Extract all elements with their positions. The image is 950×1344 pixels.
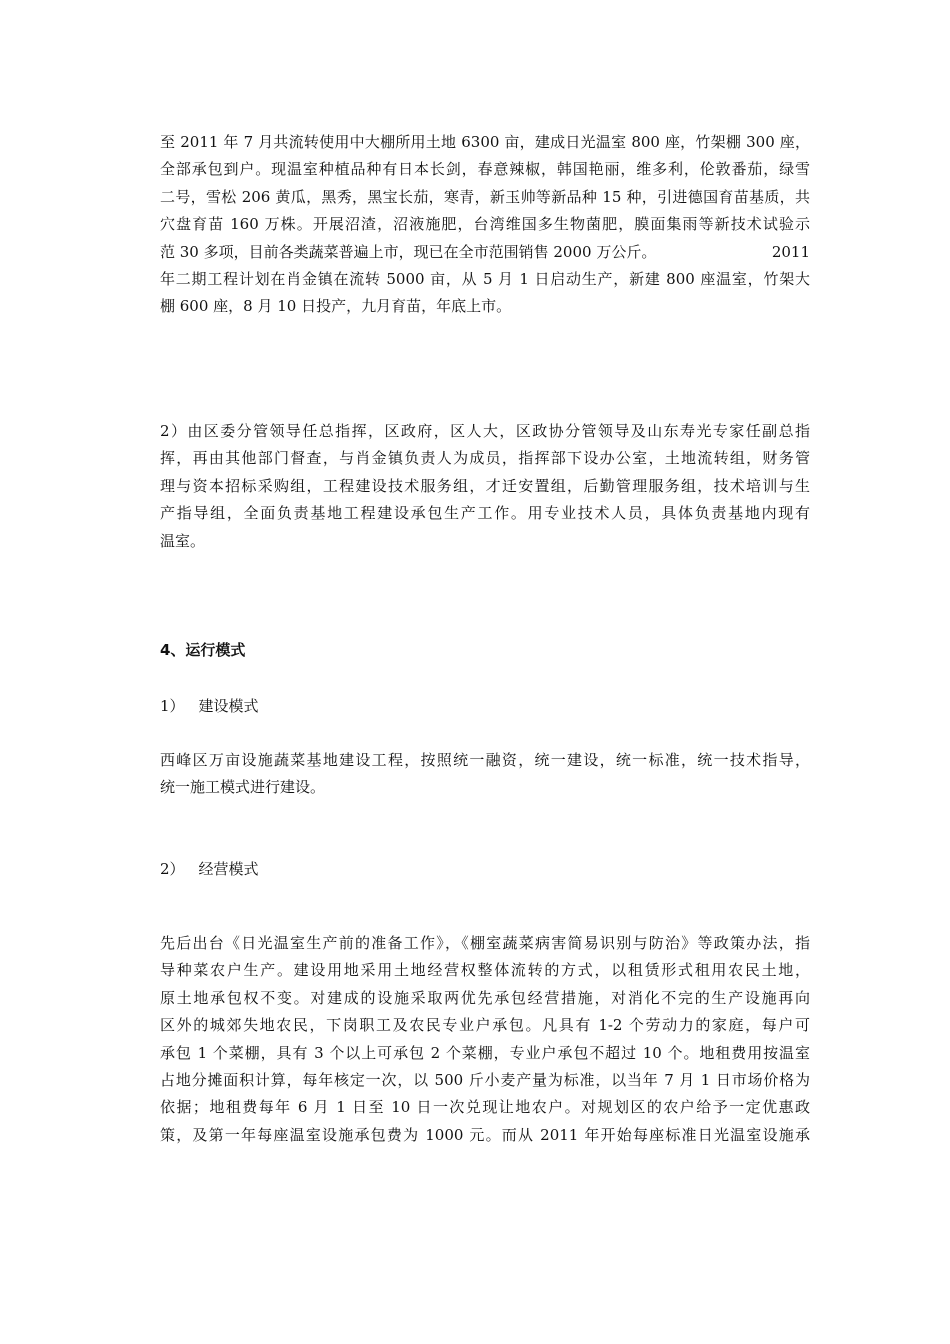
text-line: 2）由区委分管领导任总指挥，区政府，区人大，区政协分管领导及山东寿光专家任副总指 <box>160 422 810 440</box>
text-line: 棚 600 座，8 月 10 日投产，九月育苗，年底上市。 <box>160 297 512 316</box>
paragraph-command-structure <box>160 418 810 555</box>
subheading-label: 经营模式 <box>198 860 259 878</box>
text-line: 理与资本招标采购组，工程建设技术服务组，才迁安置组，后勤管理服务组，技术培训与生 <box>160 476 810 495</box>
paragraph-operation-mode <box>160 930 810 1149</box>
text-line: 温室。 <box>160 531 206 550</box>
text-line: 承包 1 个菜棚，具有 3 个以上可承包 2 个菜棚，专业户承包不超过 10 个。地租费用按温室 <box>160 1043 810 1062</box>
section-heading-operation-mode: 4、运行模式 <box>160 641 246 659</box>
text-line: 策，及第一年每座温室设施承包费为 1000 元。而从 2011 年开始每座标准日光温室设施承 <box>160 1125 810 1144</box>
text-line: 年二期工程计划在肖金镇在流转 5000 亩，从 5 月 1 日启动生产，新建 800 座温室，竹架大 <box>160 270 810 289</box>
text-line-right: 2011 <box>771 242 810 261</box>
text-line: 区外的城郊失地农民，下岗职工及农民专业户承包。凡具有 1-2 个劳动力的家庭，每户可 <box>160 1016 810 1035</box>
subheading-label: 建设模式 <box>198 697 259 715</box>
text-line: 依据；地租费每年 6 月 1 日至 10 日一次兑现让地农户。对规划区的农户给予一定优惠政 <box>160 1098 810 1117</box>
text-line: 导种菜农户生产。建设用地采用土地经营权整体流转的方式，以租赁形式租用农民土地， <box>160 961 810 980</box>
text-line-left: 范 30 多项，目前各类蔬菜普遍上市，现已在全市范围销售 2000 万公斤。 <box>160 242 657 261</box>
text-line: 先后出台《日光温室生产前的准备工作》，《棚室蔬菜病害简易识别与防治》等政策办法，指 <box>160 934 810 952</box>
subheading-number: 1） <box>160 697 185 715</box>
text-line: 原土地承包权不变。对建成的设施采取两优先承包经营措施，对消化不完的生产设施再向 <box>160 988 810 1007</box>
subheading-operation-mode <box>160 856 259 883</box>
text-line-split <box>160 239 810 266</box>
text-line: 二号，雪松 206 黄瓜，黑秀，黑宝长茄，寒青，新玉帅等新品种 15 种，引进德国育苗基质，共 <box>160 187 810 206</box>
subheading-number: 2） <box>160 860 185 878</box>
text-line: 全部承包到户。现温室种植品种有日本长剑，春意辣椒，韩国艳丽，维多利，伦敦番茄，绿雪 <box>160 160 810 179</box>
text-line: 西峰区万亩设施蔬菜基地建设工程，按照统一融资，统一建设，统一标准，统一技术指导， <box>160 751 810 769</box>
paragraph-construction-mode <box>160 747 810 802</box>
text-line: 穴盘育苗 160 万株。开展沼渣，沼液施肥，台湾维国多生物菌肥，膜面集雨等新技术试验示 <box>160 215 810 234</box>
text-line: 统一施工模式进行建设。 <box>160 778 326 797</box>
text-line: 至 2011 年 7 月共流转使用中大棚所用土地 6300 亩，建成日光温室 800 座，竹架棚 300 座， <box>160 133 810 151</box>
text-line: 产指导组，全面负责基地工程建设承包生产工作。用专业技术人员，具体负责基地内现有 <box>160 504 810 523</box>
text-line: 挥，再由其他部门督查，与肖金镇负责人为成员，指挥部下设办公室，土地流转组，财务管 <box>160 449 810 468</box>
paragraph-vegetable-base-status <box>160 129 810 321</box>
subheading-construction-mode <box>160 693 259 720</box>
text-line: 占地分摊面积计算，每年核定一次，以 500 斤小麦产量为标准，以当年 7 月 1 日市场价格为 <box>160 1071 810 1090</box>
